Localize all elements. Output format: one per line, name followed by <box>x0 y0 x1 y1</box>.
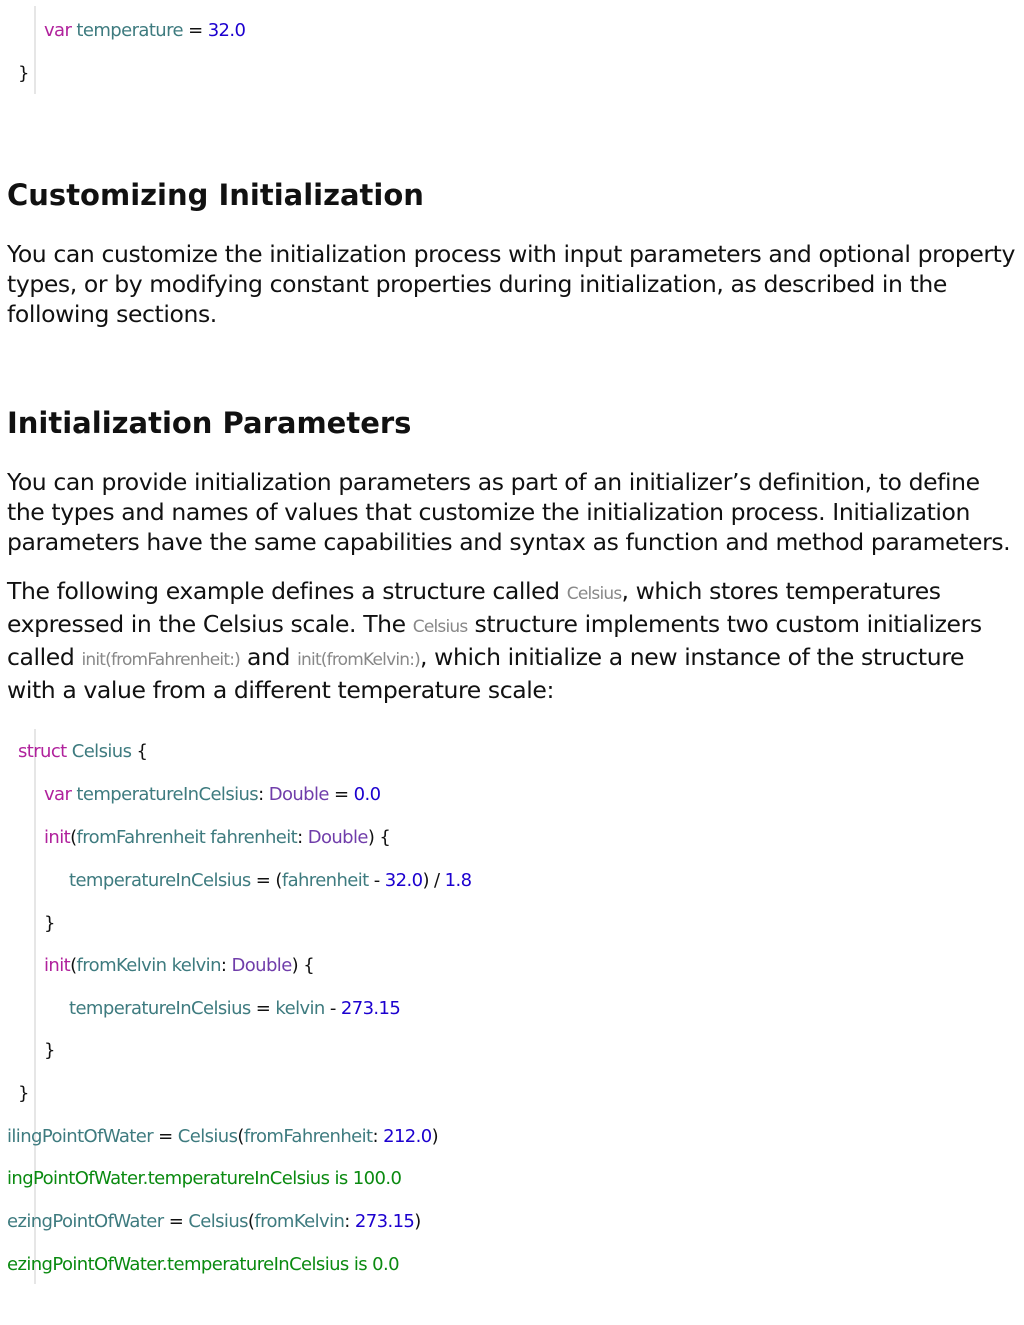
keyword: var <box>44 784 72 805</box>
identifier: ezingPointOfWater <box>7 1211 164 1232</box>
paragraph: You can customize the initialization process with input parameters and optional property types, or by modifying constant properties during initialization, as described in the following sections. <box>7 240 1015 328</box>
operator: = ( <box>250 870 282 891</box>
paragraph <box>7 576 1019 705</box>
code-line: } <box>18 1083 29 1104</box>
number: 273.15 <box>340 998 401 1019</box>
type: Double <box>231 955 292 976</box>
punctuation: ( <box>70 955 77 976</box>
identifier: ilingPointOfWater <box>7 1126 154 1147</box>
punctuation: ( <box>247 1211 255 1232</box>
number: 0.0 <box>353 784 381 805</box>
operator: - <box>368 870 385 891</box>
inline-code: init(fromKelvin:) <box>297 650 421 670</box>
inline-code: init(fromFahrenheit:) <box>81 650 240 670</box>
punctuation: { <box>131 741 148 762</box>
code-line <box>7 1210 421 1234</box>
keyword: var <box>44 20 72 41</box>
text: The following example defines a structure called <box>7 577 567 605</box>
identifier: temperature <box>76 20 183 41</box>
keyword: init <box>44 955 71 976</box>
identifier: fromFahrenheit fahrenheit <box>76 827 298 848</box>
identifier: Celsius <box>177 1126 238 1147</box>
number: 32.0 <box>384 870 423 891</box>
code-line <box>44 826 390 850</box>
text: , which stores temperatures expressed in the Celsius scale. The <box>7 577 941 638</box>
identifier: temperatureInCelsius <box>69 870 251 891</box>
operator: = <box>163 1211 189 1232</box>
identifier: temperatureInCelsius <box>76 784 259 805</box>
code-line: } <box>44 1040 55 1061</box>
code-block-top <box>18 6 1024 94</box>
code-line <box>44 19 245 43</box>
section-heading: Customizing Initialization <box>7 178 424 212</box>
punctuation: ( <box>70 827 77 848</box>
punctuation: : <box>258 784 269 805</box>
number: 32.0 <box>207 20 246 41</box>
punctuation: ) <box>414 1211 421 1232</box>
code-line <box>44 783 380 807</box>
identifier: temperatureInCelsius <box>69 998 251 1019</box>
type: Double <box>268 784 329 805</box>
operator: = <box>188 20 203 41</box>
paragraph: You can provide initialization parameters as part of an initializer’s definition, to define the types and names of values that customize the initialization process. Initialization parameters have the same capabilities and syntax as function and method parameters. <box>7 468 1011 556</box>
inline-code: Celsius <box>412 617 468 637</box>
number: 212.0 <box>383 1126 432 1147</box>
operator: ) / <box>422 870 445 891</box>
identifier: Celsius <box>71 741 132 762</box>
identifier: fahrenheit <box>281 870 369 891</box>
operator: = <box>328 784 354 805</box>
identifier: Celsius <box>188 1211 248 1232</box>
operator: = <box>250 998 276 1019</box>
operator: = <box>153 1126 178 1147</box>
code-line <box>18 740 147 764</box>
identifier: fromKelvin <box>254 1211 345 1232</box>
number: 273.15 <box>354 1211 415 1232</box>
punctuation: : <box>297 827 308 848</box>
punctuation: : <box>344 1211 355 1232</box>
punctuation: ) { <box>291 955 315 976</box>
section-heading: Initialization Parameters <box>7 406 412 440</box>
text: and <box>239 643 298 671</box>
code-line: } <box>18 63 29 84</box>
type: Double <box>307 827 368 848</box>
identifier: fromKelvin kelvin <box>76 955 221 976</box>
code-comment: ezingPointOfWater.temperatureInCelsius is 0.0 <box>7 1254 399 1275</box>
punctuation: ) <box>431 1126 439 1147</box>
keyword: init <box>44 827 71 848</box>
operator: - <box>324 998 341 1019</box>
code-line <box>7 1125 438 1149</box>
keyword: struct <box>18 741 67 762</box>
text: , which initialize a new instance of the structure with a value from a different temperature scale: <box>7 643 965 704</box>
code-line: } <box>44 913 55 934</box>
text: structure implements two custom initializers called <box>7 610 982 671</box>
identifier: fromFahrenheit <box>243 1126 373 1147</box>
punctuation: ( <box>237 1126 244 1147</box>
punctuation: ) { <box>367 827 391 848</box>
identifier: kelvin <box>275 998 325 1019</box>
code-block-celsius <box>7 729 1024 1284</box>
inline-code: Celsius <box>566 584 622 604</box>
code-comment: ingPointOfWater.temperatureInCelsius is 100.0 <box>7 1168 402 1189</box>
punctuation: : <box>372 1126 384 1147</box>
code-line <box>69 869 471 893</box>
punctuation: : <box>220 955 232 976</box>
number: 1.8 <box>444 870 472 891</box>
code-line <box>69 997 400 1021</box>
code-line <box>44 954 314 978</box>
